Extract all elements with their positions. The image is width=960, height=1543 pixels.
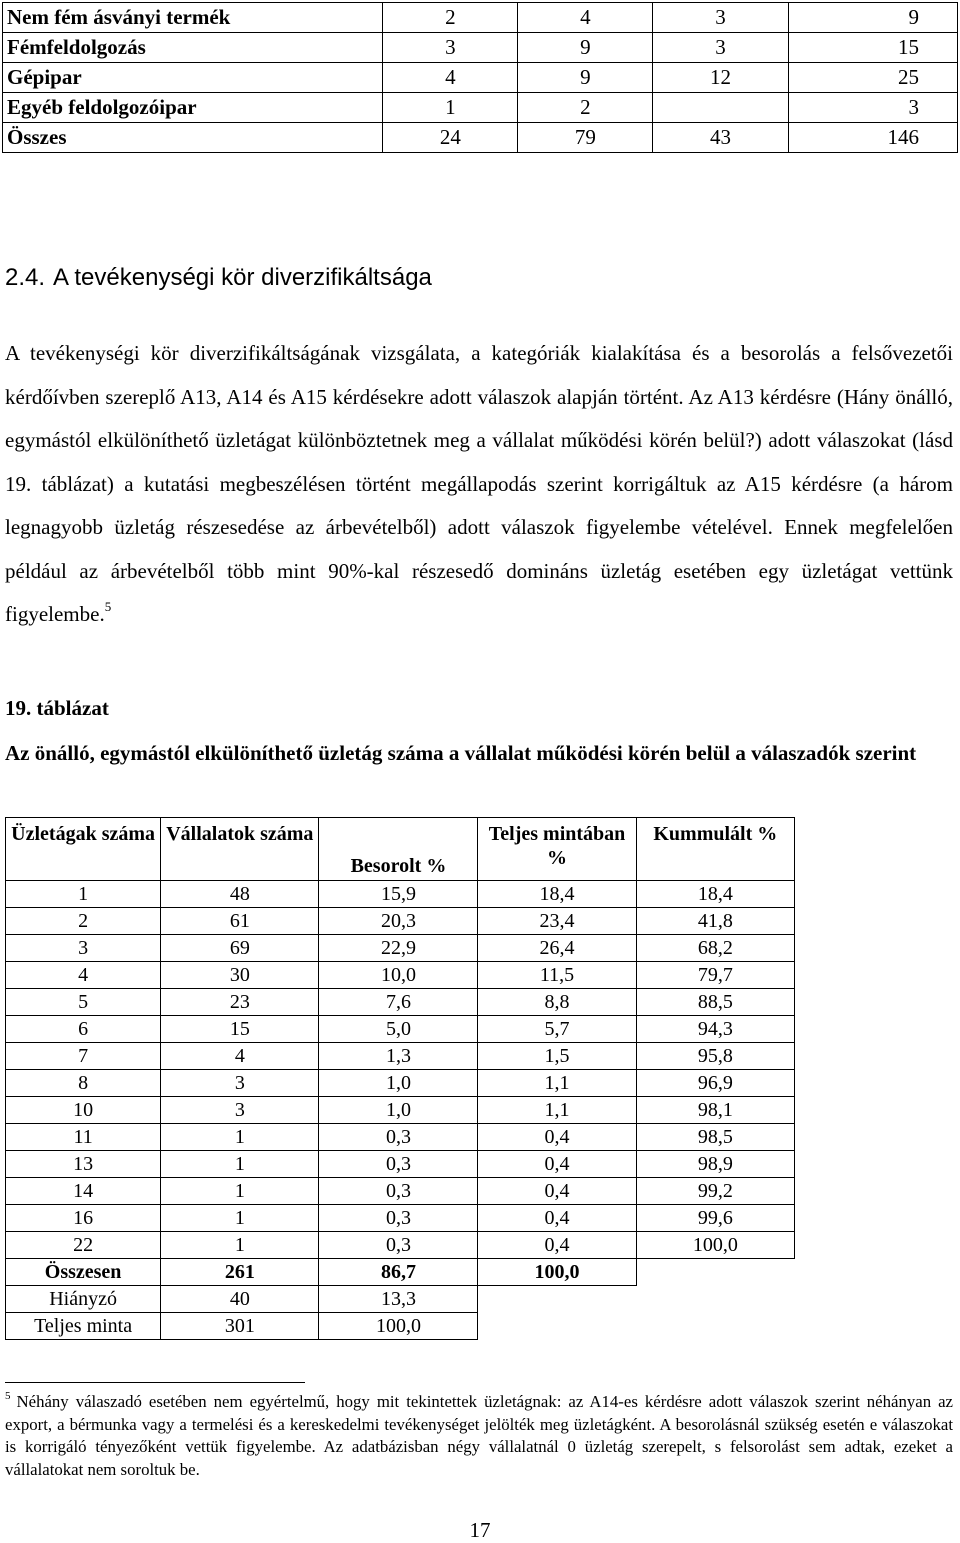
table-cell: 11 (6, 1124, 161, 1151)
table-cell: 1,3 (319, 1043, 478, 1070)
table-cell: 43 (653, 123, 788, 153)
table-row (3, 123, 958, 153)
footnote-reference[interactable]: 5 (104, 599, 112, 614)
table-row (6, 989, 795, 1016)
table-cell: 18,4 (636, 881, 794, 908)
table-cell: 4 (518, 3, 653, 33)
row-label: Egyéb feldolgozóipar (3, 93, 383, 123)
page-number: 17 (469, 1518, 491, 1542)
table-cell: 22,9 (319, 935, 478, 962)
table-cell: 1 (383, 93, 518, 123)
table-row (6, 1043, 795, 1070)
empty-cell (478, 1286, 636, 1313)
table-cell: 0,3 (319, 1178, 478, 1205)
row-label: Nem fém ásványi termék (3, 3, 383, 33)
table-cell: Teljes minta (6, 1313, 161, 1340)
table-row (6, 908, 795, 935)
table-cell: 20,3 (319, 908, 478, 935)
table-cell: 2 (6, 908, 161, 935)
table-cell: 1,1 (478, 1097, 636, 1124)
table-cell: 14 (6, 1178, 161, 1205)
table-row (6, 1124, 795, 1151)
table-cell: 1,0 (319, 1097, 478, 1124)
table-cell: 7,6 (319, 989, 478, 1016)
paragraph-text: A tevékenységi kör diverzifikáltságának vizsgálata, a kategóriák kialakítása és a besorolás a felsővezetői kérdőívben szereplő A13, A14 és A15 kérdésekre adott válaszok alapján történt. Az A13 kérdésre (Hány önálló, egymástól elkülöníthető üzletágat különböztetnek meg a vállalat működési körén belül?) adott válaszokat (lásd 19. táblázat) a kutatási megbeszélésen történt megállapodás szerint korrigáltuk az A15 kérdésre (a három legnagyobb üzletág részesedése az árbevételből) adott válaszok figyelembe vételével. Ennek megfelelően például az árbevételből több mint 90%-kal részesedő domináns üzletág esetében egy üzletágat vettünk figyelembe. (5, 341, 953, 626)
table-cell: 4 (6, 962, 161, 989)
table-cell: 98,1 (636, 1097, 794, 1124)
table-header-row (6, 818, 795, 881)
previous-table-continuation (2, 2, 958, 153)
table-row (6, 935, 795, 962)
table-cell: 5,0 (319, 1016, 478, 1043)
table-cell: 15 (161, 1016, 319, 1043)
header-cumulative-percent: Kummulált % (636, 818, 794, 881)
header-full-sample-percent: Teljes mintában % (478, 818, 636, 881)
footnote-separator (5, 1382, 305, 1383)
footnote (5, 1391, 953, 1482)
section-number: 2.4. (5, 264, 46, 291)
table-cell: 98,5 (636, 1124, 794, 1151)
table-cell: 18,4 (478, 881, 636, 908)
table-cell: 8 (6, 1070, 161, 1097)
table-cell: 9 (518, 33, 653, 63)
table-cell: 5,7 (478, 1016, 636, 1043)
footnote-marker: 5 (5, 1390, 11, 1402)
table-cell: 9 (788, 3, 958, 33)
table-cell: 22 (6, 1232, 161, 1259)
table-cell: 79,7 (636, 962, 794, 989)
table-cell: Hiányzó (6, 1286, 161, 1313)
table-cell: 48 (161, 881, 319, 908)
table-cell: 3 (6, 935, 161, 962)
table-cell: 0,3 (319, 1124, 478, 1151)
total-row (6, 1259, 795, 1286)
table-cell: 0,4 (478, 1124, 636, 1151)
table-row (6, 1232, 795, 1259)
header-business-units: Üzletágak száma (6, 818, 161, 881)
table-cell: 1 (161, 1124, 319, 1151)
table-cell: 15 (788, 33, 958, 63)
table-cell: 301 (161, 1313, 319, 1340)
table-cell: 146 (788, 123, 958, 153)
table-row (3, 63, 958, 93)
header-companies: Vállalatok száma (161, 818, 319, 881)
table-cell: 23,4 (478, 908, 636, 935)
table-number: 19. táblázat (5, 696, 109, 720)
table-row (3, 3, 958, 33)
body-paragraph (5, 332, 953, 637)
table-row (6, 1016, 795, 1043)
footnote-text: Néhány válaszadó esetében nem egyértelmű, hogy mit tekintettek üzletágnak: az A14-es kérdésre adott válaszok szerint néhányan az export, a bérmunka vagy a termelési és a kereskedelmi tevékenységet jelölték meg üzletágként. A besorolásnál szükség esetén e válaszokat is korrigáló tényezőként vettük figyelembe. Az adatbázisban négy vállalatnál 0 üzletág szerepelt, s felsorolást sem adtak, ezeket a vállalatokat nem soroltuk be. (5, 1392, 953, 1480)
table-cell: 261 (161, 1259, 319, 1286)
table-cell: 8,8 (478, 989, 636, 1016)
table-cell: 3 (653, 33, 788, 63)
table-cell: 10 (6, 1097, 161, 1124)
empty-cell (636, 1313, 794, 1340)
table-row (6, 881, 795, 908)
table-cell: 94,3 (636, 1016, 794, 1043)
empty-cell (478, 1313, 636, 1340)
table-cell: 4 (161, 1043, 319, 1070)
table-row (6, 1070, 795, 1097)
table-cell: 0,3 (319, 1151, 478, 1178)
table-cell: 86,7 (319, 1259, 478, 1286)
table-cell: 26,4 (478, 935, 636, 962)
table-cell: 15,9 (319, 881, 478, 908)
table-row (3, 93, 958, 123)
table-cell: 25 (788, 63, 958, 93)
table-row (6, 1205, 795, 1232)
table-row (6, 1097, 795, 1124)
table-cell: 3 (161, 1097, 319, 1124)
row-label: Összes (3, 123, 383, 153)
table-cell: 13 (6, 1151, 161, 1178)
table-cell: 1,5 (478, 1043, 636, 1070)
table-row (6, 1178, 795, 1205)
table-cell: 4 (383, 63, 518, 93)
table-cell: 1,0 (319, 1070, 478, 1097)
table-cell: 100,0 (478, 1259, 636, 1286)
table-cell: 1 (161, 1178, 319, 1205)
table-cell: 9 (518, 63, 653, 93)
table-cell: Összesen (6, 1259, 161, 1286)
table-cell: 1 (6, 881, 161, 908)
table-cell: 69 (161, 935, 319, 962)
table-cell: 98,9 (636, 1151, 794, 1178)
header-classified-percent: Besorolt % (319, 818, 478, 881)
table-cell: 3 (383, 33, 518, 63)
table-cell: 99,6 (636, 1205, 794, 1232)
table-cell: 3 (788, 93, 958, 123)
missing-row (6, 1286, 795, 1313)
table-cell: 10,0 (319, 962, 478, 989)
table-cell: 16 (6, 1205, 161, 1232)
table-cell: 68,2 (636, 935, 794, 962)
table-cell: 13,3 (319, 1286, 478, 1313)
table-cell: 5 (6, 989, 161, 1016)
empty-cell (636, 1259, 794, 1286)
table-cell: 0,4 (478, 1205, 636, 1232)
table-cell: 61 (161, 908, 319, 935)
table-cell: 0,3 (319, 1205, 478, 1232)
table-row (3, 33, 958, 63)
table-cell: 41,8 (636, 908, 794, 935)
full-sample-row (6, 1313, 795, 1340)
section-heading (5, 264, 432, 292)
table-cell: 79 (518, 123, 653, 153)
table-cell: 24 (383, 123, 518, 153)
table-cell: 0,4 (478, 1151, 636, 1178)
table-cell: 3 (161, 1070, 319, 1097)
table-cell: 23 (161, 989, 319, 1016)
table-cell (653, 93, 788, 123)
table-cell: 95,8 (636, 1043, 794, 1070)
table-cell: 12 (653, 63, 788, 93)
table-cell: 0,3 (319, 1232, 478, 1259)
table-cell: 30 (161, 962, 319, 989)
table-cell: 7 (6, 1043, 161, 1070)
business-units-table (5, 817, 795, 1340)
table-cell: 96,9 (636, 1070, 794, 1097)
table-cell: 2 (383, 3, 518, 33)
table-cell: 40 (161, 1286, 319, 1313)
table-cell: 100,0 (636, 1232, 794, 1259)
empty-cell (636, 1286, 794, 1313)
table-cell: 6 (6, 1016, 161, 1043)
table-cell: 0,4 (478, 1232, 636, 1259)
table-cell: 1 (161, 1232, 319, 1259)
row-label: Fémfeldolgozás (3, 33, 383, 63)
table-cell: 0,4 (478, 1178, 636, 1205)
table-title: Az önálló, egymástól elkülöníthető üzletág száma a vállalat működési körén belül a válaszadók szerint (5, 741, 917, 765)
table-row (6, 962, 795, 989)
table-cell: 11,5 (478, 962, 636, 989)
table-row (6, 1151, 795, 1178)
table-cell: 2 (518, 93, 653, 123)
table-cell: 3 (653, 3, 788, 33)
table-cell: 1,1 (478, 1070, 636, 1097)
table-cell: 1 (161, 1205, 319, 1232)
table-cell: 99,2 (636, 1178, 794, 1205)
row-label: Gépipar (3, 63, 383, 93)
table-cell: 88,5 (636, 989, 794, 1016)
table-cell: 100,0 (319, 1313, 478, 1340)
table-cell: 1 (161, 1151, 319, 1178)
section-title: A tevékenységi kör diverzifikáltsága (53, 264, 432, 291)
